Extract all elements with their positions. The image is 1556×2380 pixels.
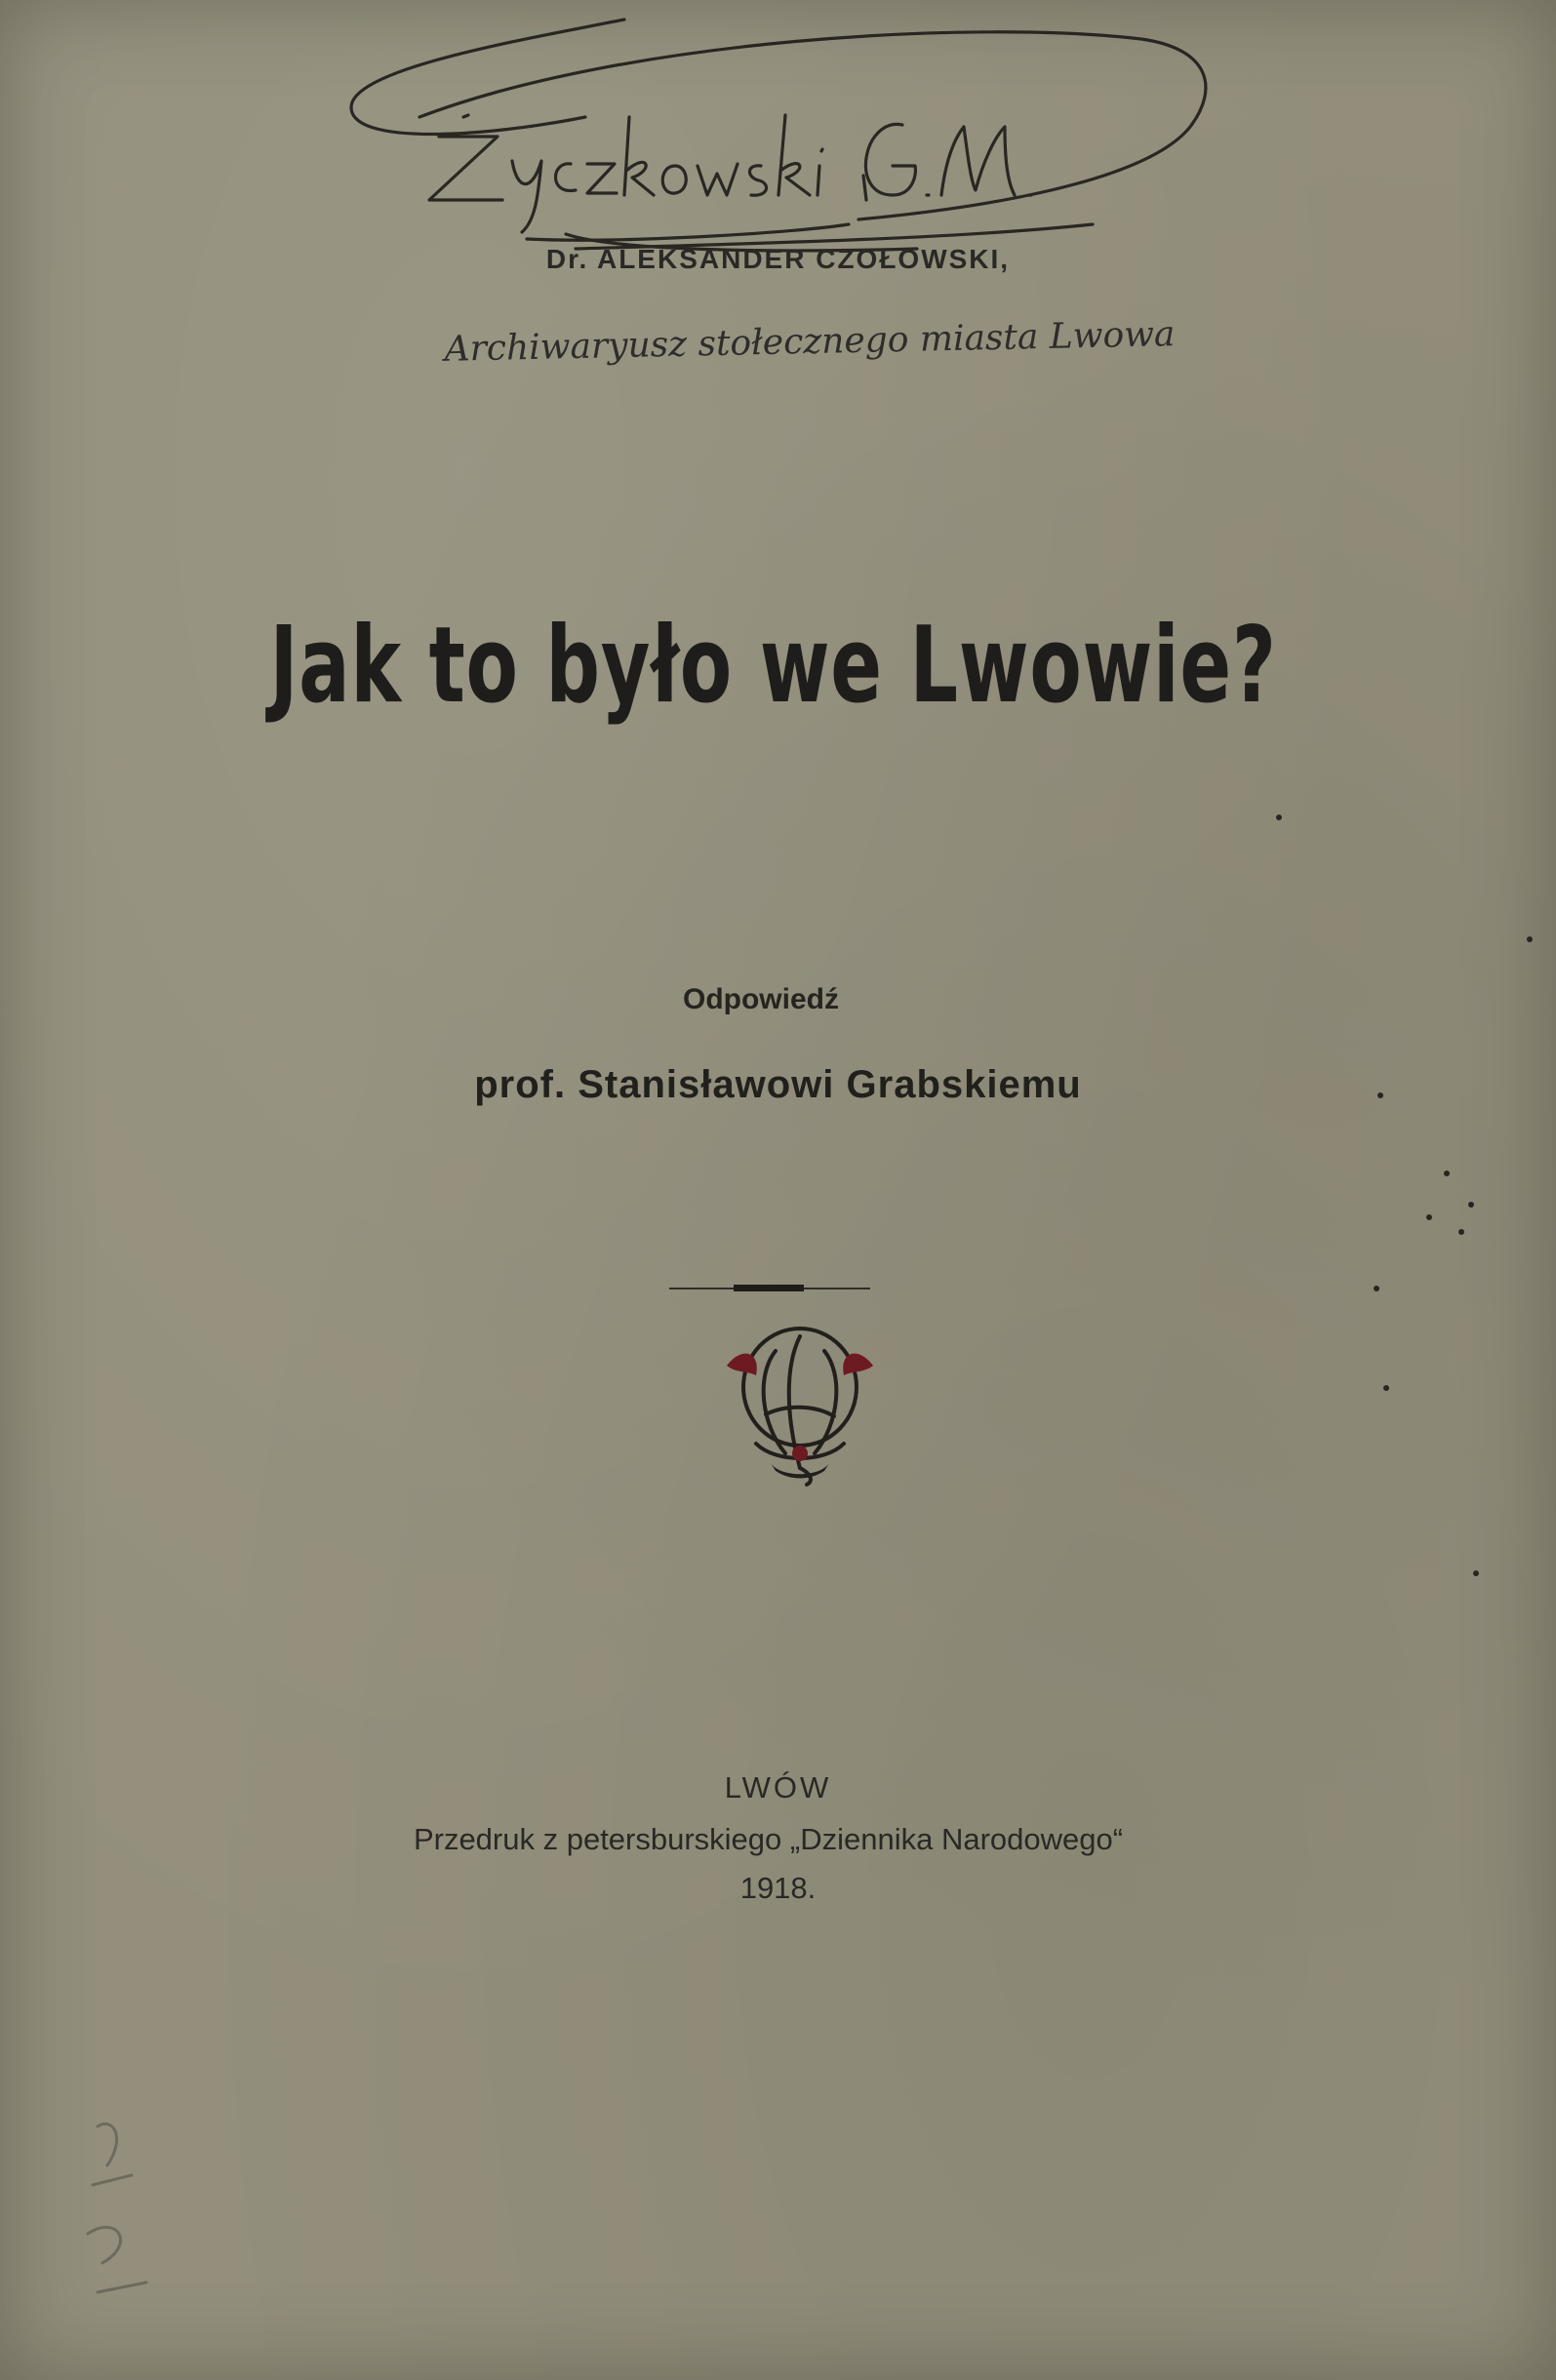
imprint-source: Przedruk z petersburskiego „Dziennika Narodowego“ — [413, 1822, 1124, 1856]
reply-label: Odpowiedź — [683, 983, 839, 1015]
book-title: Jak to było we Lwowie? — [269, 605, 1277, 727]
imprint-year: 1918. — [739, 1871, 817, 1905]
imprint-city: LWÓW — [724, 1770, 832, 1805]
author-role-handwritten: Archiwaryusz stołecznego miasta Lwowa — [444, 314, 1176, 370]
ornamental-rule-center — [734, 1285, 804, 1291]
publisher-monogram-icon — [717, 1307, 883, 1488]
recipient-line: prof. Stanisławowi Grabskiemu — [474, 1063, 1082, 1106]
pencil-marks — [59, 2097, 195, 2351]
author-name: Dr. ALEKSANDER CZOŁOWSKI, — [545, 244, 1011, 274]
